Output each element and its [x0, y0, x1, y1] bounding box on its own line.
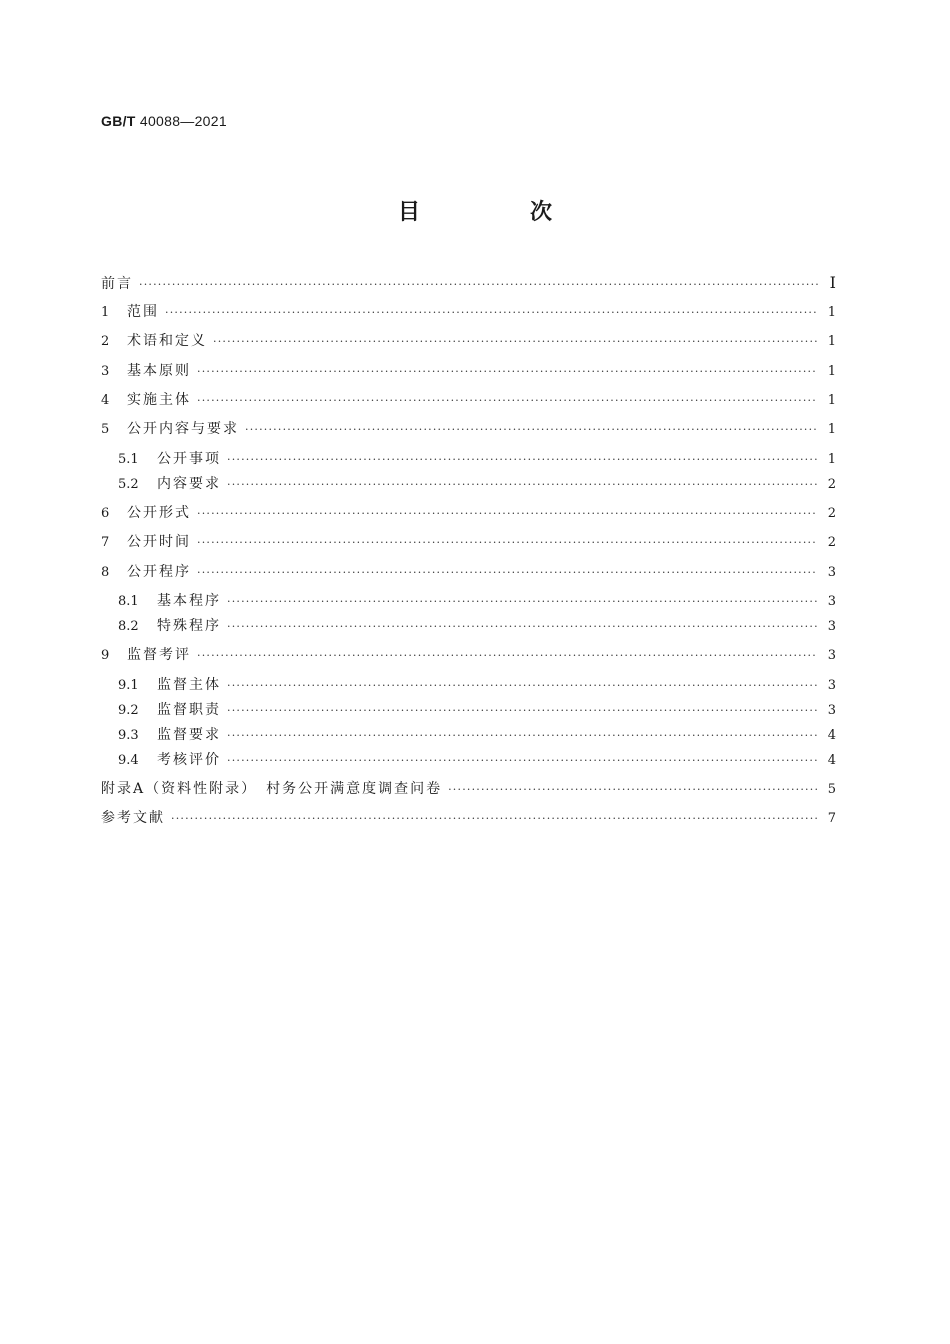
toc-entry-page-number: 2	[827, 477, 836, 492]
toc-entry-number: 1	[101, 305, 110, 320]
toc-dot-leader	[227, 615, 818, 639]
toc-dot-leader	[227, 724, 818, 748]
toc-dot-leader	[227, 749, 818, 773]
toc-entry-number: 9.4	[118, 753, 139, 768]
toc-dot-leader	[245, 418, 818, 442]
toc-dot-leader	[227, 674, 818, 698]
toc-entry[interactable]	[101, 501, 836, 525]
toc-entry[interactable]	[101, 806, 836, 830]
toc-entry[interactable]	[101, 447, 836, 471]
toc-entry-page-number: 3	[827, 703, 836, 718]
toc-entry[interactable]	[101, 643, 836, 667]
toc-entry[interactable]	[101, 388, 836, 412]
toc-entry-number: 5	[101, 422, 110, 437]
toc-entry-page-number: 3	[827, 594, 836, 609]
toc-entry[interactable]	[101, 530, 836, 554]
toc-entry-label: 范围	[127, 304, 159, 320]
toc-entry-number: 9	[101, 648, 110, 663]
toc-entry-page-number: 1	[827, 305, 836, 320]
toc-entry-label: 前言	[101, 276, 133, 292]
toc-dot-leader	[197, 389, 818, 413]
toc-dot-leader	[197, 561, 818, 585]
toc-dot-leader	[197, 644, 818, 668]
toc-dot-leader	[227, 473, 818, 497]
toc-entry-number: 9.2	[118, 703, 139, 718]
toc-entry[interactable]	[101, 614, 836, 638]
toc-entry[interactable]	[101, 329, 836, 353]
standard-code-number: 40088—2021	[139, 113, 227, 129]
toc-dot-leader	[227, 590, 818, 614]
toc-entry-page-number: 1	[827, 452, 836, 467]
toc-entry-page-number: 2	[827, 506, 836, 521]
toc-entry-number: 9.1	[118, 678, 139, 693]
toc-entry-number: 7	[101, 535, 110, 550]
toc-entry-label: 监督要求	[157, 727, 221, 743]
toc-entry[interactable]	[101, 472, 836, 496]
toc-entry-label: 实施主体	[127, 392, 191, 408]
toc-dot-leader	[227, 448, 818, 472]
toc-dot-leader	[165, 301, 818, 325]
toc-entry[interactable]	[101, 748, 836, 772]
toc-entry[interactable]	[101, 673, 836, 697]
toc-entry-label: 公开内容与要求	[127, 421, 239, 437]
toc-dot-leader	[197, 531, 818, 555]
toc-dot-leader	[197, 502, 818, 526]
toc-entry[interactable]	[101, 417, 836, 441]
toc-entry-page-number: 1	[827, 393, 836, 408]
toc-entry[interactable]	[101, 589, 836, 613]
toc-entry-page-number: 4	[827, 728, 836, 743]
toc-entry-label: 公开形式	[127, 505, 191, 521]
toc-entry-label: 内容要求	[157, 476, 221, 492]
toc-dot-leader	[213, 330, 818, 354]
toc-entry-number: 4	[101, 393, 110, 408]
toc-entry[interactable]	[101, 300, 836, 324]
toc-entry-page-number: 2	[827, 535, 836, 550]
toc-entry-page-number: 1	[827, 364, 836, 379]
toc-entry-number: 6	[101, 506, 110, 521]
toc-entry[interactable]	[101, 271, 836, 295]
toc-entry-number: 8.2	[118, 619, 139, 634]
toc-entry-number: 3	[101, 364, 110, 379]
toc-entry[interactable]	[101, 698, 836, 722]
toc-entry-label: 术语和定义	[127, 333, 207, 349]
toc-entry-number: 5.2	[118, 477, 139, 492]
toc-entry[interactable]	[101, 359, 836, 383]
toc-entry-number: 8.1	[118, 594, 139, 609]
toc-entry-label: 基本程序	[157, 593, 221, 609]
toc-entry-number: 8	[101, 565, 110, 580]
toc-entry-label: 公开时间	[127, 534, 191, 550]
toc-entry-number: 2	[101, 334, 110, 349]
toc-dot-leader	[171, 807, 818, 831]
toc-entry-label: 附录A（资料性附录） 村务公开满意度调查问卷	[101, 781, 443, 797]
toc-entry-label: 监督主体	[157, 677, 221, 693]
toc-entry-label: 监督职责	[157, 702, 221, 718]
toc-entry-number: 5.1	[118, 452, 139, 467]
toc-entry-page-number: 3	[827, 648, 836, 663]
toc-entry-page-number: 3	[827, 565, 836, 580]
toc-dot-leader	[197, 360, 818, 384]
toc-title: 目 次	[397, 200, 596, 225]
toc-dot-leader	[227, 699, 818, 723]
toc-entry-page-number: 1	[827, 334, 836, 349]
toc-entry[interactable]	[101, 777, 836, 801]
toc-entry[interactable]	[101, 723, 836, 747]
toc-entry-page-number: 5	[827, 782, 836, 797]
toc-entry-label: 特殊程序	[157, 618, 221, 634]
toc-entry-page-number: 3	[827, 619, 836, 634]
toc-entry[interactable]	[101, 560, 836, 584]
toc-entry-label: 监督考评	[127, 647, 191, 663]
toc-entry-page-number: 1	[827, 422, 836, 437]
standard-code-prefix: GB/T	[101, 113, 136, 129]
toc-entry-label: 考核评价	[157, 752, 221, 768]
toc-entry-page-number: 4	[827, 753, 836, 768]
toc-entry-label: 基本原则	[127, 363, 191, 379]
toc-entry-label: 公开程序	[127, 564, 191, 580]
toc-entry-label: 公开事项	[157, 451, 221, 467]
toc-entry-label: 参考文献	[101, 810, 165, 826]
toc-dot-leader	[139, 273, 818, 297]
standard-code	[101, 113, 227, 129]
toc-entry-page-number: 7	[827, 811, 836, 826]
toc-dot-leader	[448, 778, 818, 802]
toc-entry-page-number: Ⅰ	[829, 273, 836, 292]
toc-entry-page-number: 3	[827, 678, 836, 693]
toc-entry-number: 9.3	[118, 728, 139, 743]
